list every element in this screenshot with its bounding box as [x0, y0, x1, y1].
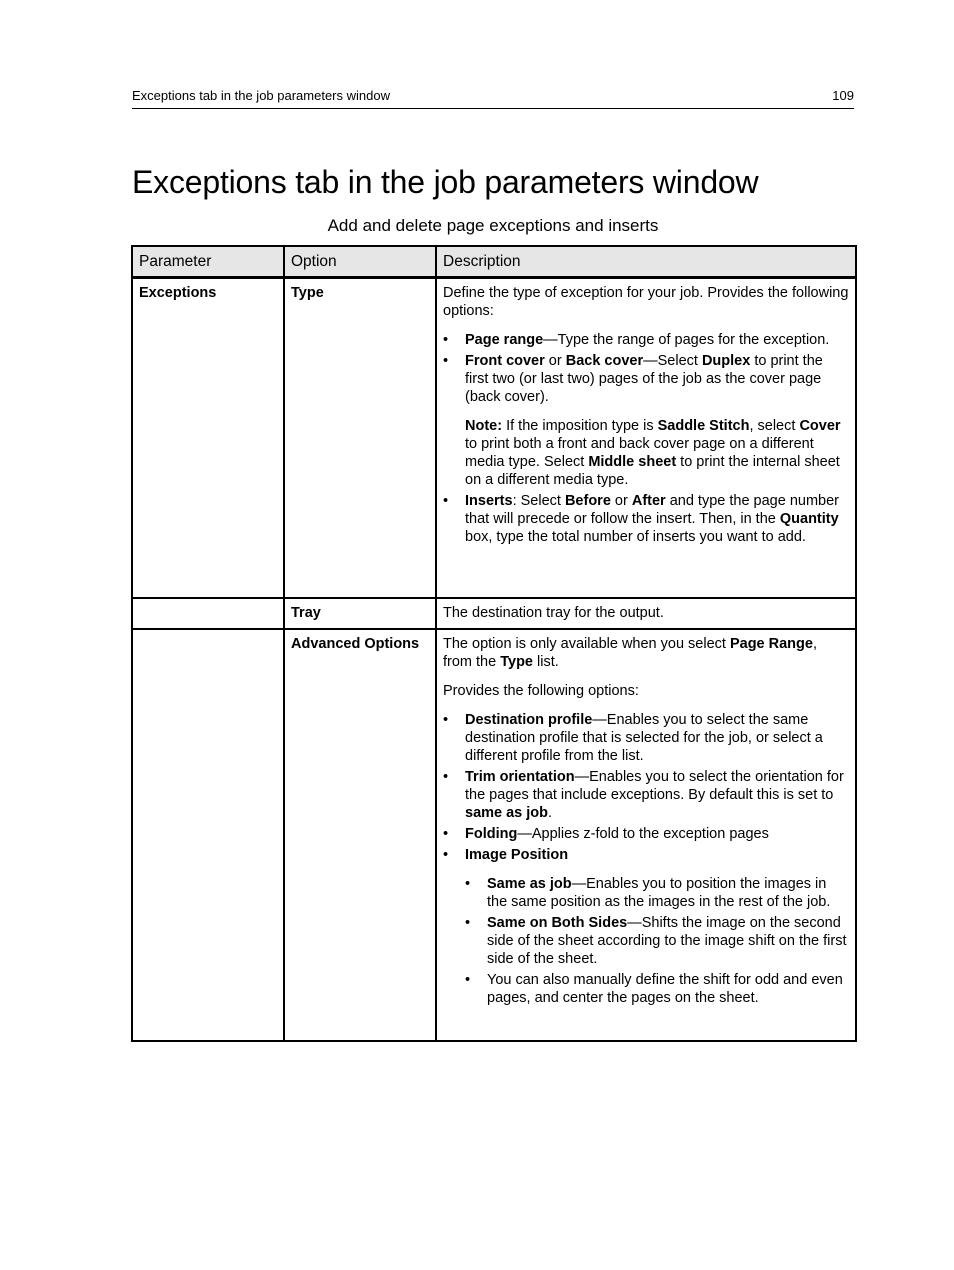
list-item: • Same as job—Enables you to position the images in the same position as the images in the rest of the job. [487, 875, 849, 911]
description-cell [436, 629, 856, 1041]
parameter-cell: Exceptions [132, 278, 284, 598]
list-item: • Trim orientation—Enables you to select the orientation for the pages that include exceptions. By default this is set to same as job. [465, 768, 849, 822]
list-item: • Same on Both Sides—Shifts the image on the second side of the sheet according to the image shift on the first side of the sheet. [487, 914, 849, 968]
column-header-option: Option [284, 246, 436, 278]
option-cell: Type [284, 278, 436, 598]
table-caption: Add and delete page exceptions and inserts [327, 216, 659, 235]
page-number: 109 [832, 88, 854, 103]
list-item: • You can also manually define the shift for odd and even pages, and center the pages on the sheet. [487, 971, 849, 1007]
table-row [132, 278, 856, 598]
note: Note: If the imposition type is Saddle Stitch, select Cover to print both a front and back cover page on a different media type. Select Middle sheet to print the internal sheet on a different media type. [465, 418, 841, 488]
list-item: • Folding—Applies z-fold to the exception pages [465, 825, 849, 843]
table-row [132, 629, 856, 1041]
column-header-parameter: Parameter [132, 246, 284, 278]
running-header [132, 88, 854, 109]
running-header-title: Exceptions tab in the job parameters window [132, 88, 390, 103]
description-cell [436, 278, 856, 598]
list-item: • Destination profile—Enables you to select the same destination profile that is selected for the job, or select a different profile from the list. [465, 711, 849, 765]
column-header-description: Description [436, 246, 856, 278]
option-cell: Tray [284, 598, 436, 629]
list-item: • Image Position • Same as job—Enables you to position the images in the same position as the images in the rest of the job. • Same on Both Sides—Shifts the image on the second side of the sheet according to the image shift on the first side of the sheet. • You can also manually define the shift for odd and even pages, and center the pages on the sheet. [465, 846, 849, 1007]
type-options-list [443, 331, 849, 546]
description-intro: Define the type of exception for your job. Provides the following options: [443, 285, 849, 319]
table-header-row [132, 246, 856, 278]
parameter-cell [132, 598, 284, 629]
list-item: • Inserts: Select Before or After and type the page number that will precede or follow the insert. Then, in the Quantity box, type the total number of inserts you want to add. [465, 492, 849, 546]
description-paragraph: Provides the following options: [443, 682, 639, 699]
description-paragraph: The option is only available when you select Page Range, from the Type list. [443, 635, 817, 670]
page-title: Exceptions tab in the job parameters window [132, 164, 759, 200]
description-cell: The destination tray for the output. [436, 598, 856, 629]
parameter-cell [132, 629, 284, 1041]
list-item: • Front cover or Back cover—Select Duplex to print the first two (or last two) pages of the job as the cover page (back cover). Note: If the imposition type is Saddle Stitch, select Cover to print both a front and back cover page on a different media type. Select Middle sheet to print the internal sheet on a different media type. [465, 352, 849, 489]
image-position-sublist [465, 875, 849, 1007]
advanced-options-list [443, 711, 849, 1007]
parameters-table [131, 245, 857, 1042]
option-cell: Advanced Options [284, 629, 436, 1041]
list-item: • Page range—Type the range of pages for the exception. [465, 331, 849, 349]
table-row [132, 598, 856, 629]
